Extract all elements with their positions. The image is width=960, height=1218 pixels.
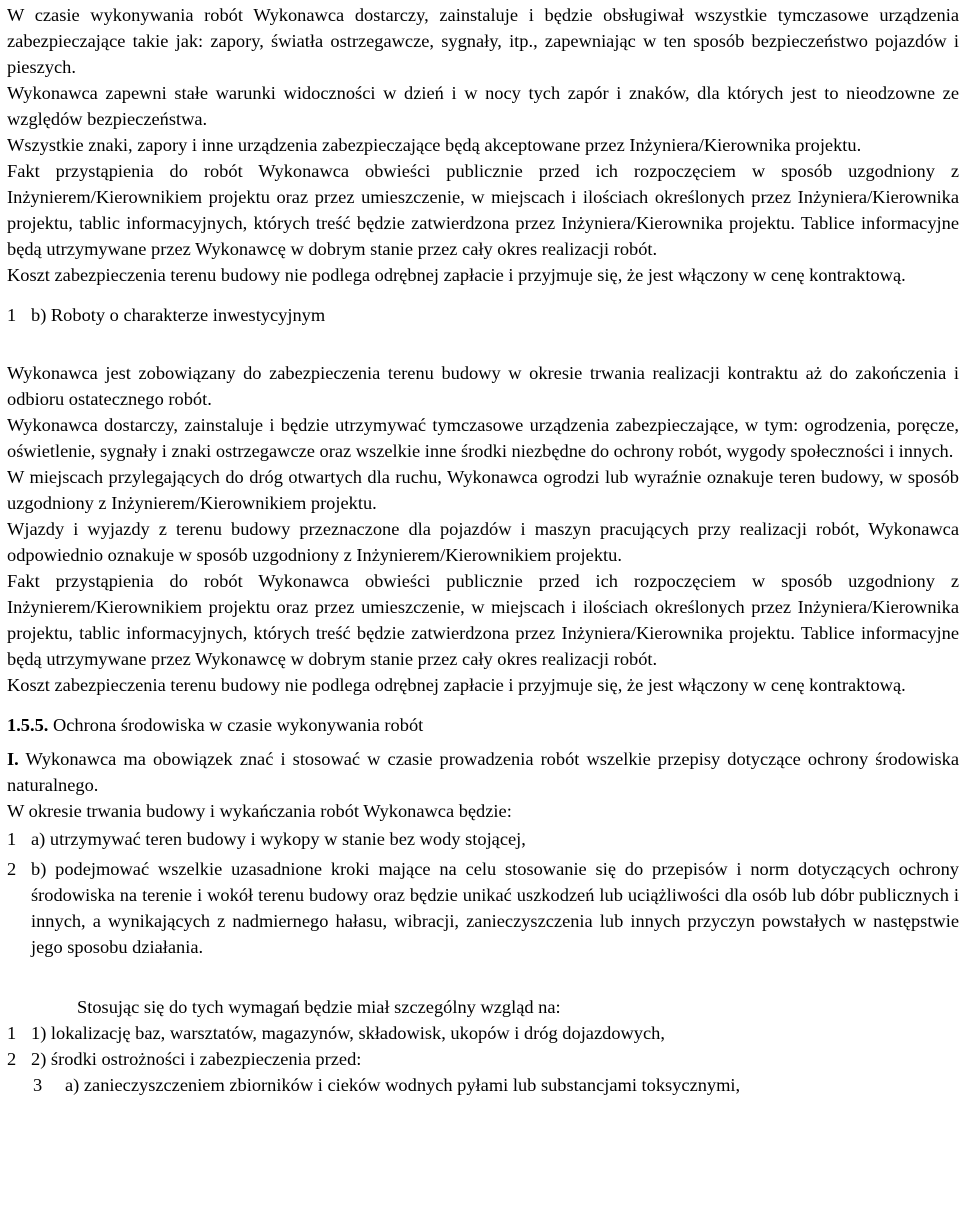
- list-label: Stosując się do tych wymagań będzie miał szczególny wzgląd na:: [77, 997, 561, 1017]
- list-number: 1: [7, 305, 17, 325]
- paragraph: W czasie wykonywania robót Wykonawca dostarczy, zainstaluje i będzie obsługiwał wszystkie tymczasowe urządzenia zabezpieczające takie jak: zapory, światła ostrzegawcze, sygnały, itp., zapewniając w ten sposób bezpieczeństwo pojazdów i pieszych.: [7, 5, 959, 77]
- paragraph: Koszt zabezpieczenia terenu budowy nie podlega odrębnej zapłacie i przyjmuje się, że jest włączony w cenę kontraktową.: [7, 265, 906, 285]
- section-heading: [7, 712, 959, 738]
- paragraph: Wjazdy i wyjazdy z terenu budowy przeznaczone dla pojazdów i maszyn pracujących przy realizacji robót, Wykonawca odpowiednio oznakuje w sposób uzgodniony z Inżynierem/Kierownikiem projektu.: [7, 519, 959, 565]
- paragraph: Fakt przystąpienia do robót Wykonawca obwieści publicznie przed ich rozpoczęciem w sposób uzgodniony z Inżynierem/Kierownikiem projektu oraz przez umieszczenie, w miejscach i ilościach określonych przez Inżyniera/Kierownika projektu, tablic informacyjnych, których treść będzie zatwierdzona przez Inżyniera/Kierownika projektu. Tablice informacyjne będą utrzymywane przez Wykonawcę w dobrym stanie przez cały okres realizacji robót.: [7, 571, 959, 669]
- paragraph: Wykonawca jest zobowiązany do zabezpieczenia terenu budowy w okresie trwania realizacji kontraktu aż do zakończenia i odbioru ostatecznego robót.: [7, 363, 959, 409]
- list-item-text: a) utrzymywać teren budowy i wykopy w stanie bez wody stojącej,: [31, 829, 526, 849]
- list-item-text: 1) lokalizację baz, warsztatów, magazynów, składowisk, ukopów i dróg dojazdowych,: [31, 1023, 665, 1043]
- paragraph: Wykonawca zapewni stałe warunki widoczności w dzień i w nocy tych zapór i znaków, dla których jest to nieodzowne ze względów bezpieczeństwa.: [7, 83, 959, 129]
- paragraph: Wszystkie znaki, zapory i inne urządzenia zabezpieczające będą akceptowane przez Inżyniera/Kierownika projektu.: [7, 135, 862, 155]
- list-number: 1: [7, 829, 17, 849]
- list-item: [7, 826, 959, 852]
- paragraph: Fakt przystąpienia do robót Wykonawca obwieści publicznie przed ich rozpoczęciem w sposób uzgodniony z Inżynierem/Kierownikiem projektu oraz przez umieszczenie, w miejscach i ilościach określonych przez Inżyniera/Kierownika projektu, tablic informacyjnych, których treść będzie zatwierdzona przez Inżyniera/Kierownika projektu. Tablice informacyjne będą utrzymywane przez Wykonawcę w dobrym stanie przez cały okres realizacji robót.: [7, 161, 959, 259]
- list-item-text: b) podejmować wszelkie uzasadnione kroki mające na celu stosowanie się do przepisów i norm dotyczących ochrony środowiska na terenie i wokół terenu budowy oraz będzie unikać uszkodzeń lub uciążliwości dla osób lub dóbr publicznych i innych, a wynikających z nadmiernego hałasu, wibracji, zanieczyszczenia lub innych przyczyn powstałych w następstwie jego sposobu działania.: [31, 859, 959, 957]
- list-item: [7, 1046, 959, 1072]
- list-item: [7, 1020, 959, 1046]
- paragraph: W miejscach przylegających do dróg otwartych dla ruchu, Wykonawca ogrodzi lub wyraźnie oznakuje teren budowy, w sposób uzgodniony z Inżynierem/Kierownikiem projektu.: [7, 467, 959, 513]
- section-intro-text: Wykonawca ma obowiązek znać i stosować w czasie prowadzenia robót wszelkie przepisy dotyczące ochrony środowiska naturalnego.: [7, 749, 959, 795]
- subsection-heading: [7, 302, 959, 328]
- list-number: 2: [7, 859, 17, 879]
- paragraph: Wykonawca dostarczy, zainstaluje i będzie utrzymywać tymczasowe urządzenia zabezpieczające, w tym: ogrodzenia, poręcze, oświetlenie, sygnały i znaki ostrzegawcze oraz wszelkie inne środki niezbędne do ochrony robót, wygody społeczności i innych.: [7, 415, 959, 461]
- list-label: W okresie trwania budowy i wykańczania robót Wykonawca będzie:: [7, 801, 512, 821]
- list-item-text: 2) środki ostrożności i zabezpieczenia przed:: [31, 1049, 362, 1069]
- section-title: Ochrona środowiska w czasie wykonywania robót: [48, 715, 424, 735]
- paragraph: Koszt zabezpieczenia terenu budowy nie podlega odrębnej zapłacie i przyjmuje się, że jest włączony w cenę kontraktową.: [7, 675, 906, 695]
- document-page: [7, 2, 959, 1098]
- list-number: 3: [33, 1075, 43, 1095]
- section-intro-marker: I.: [7, 749, 19, 769]
- list-number: 2: [7, 1049, 17, 1069]
- list-item: [7, 1072, 959, 1098]
- list-item: [7, 856, 959, 960]
- subsection-heading-text: b) Roboty o charakterze inwestycyjnym: [31, 305, 326, 325]
- list-item-text: a) zanieczyszczeniem zbiorników i cieków wodnych pyłami lub substancjami toksycznymi,: [65, 1075, 741, 1095]
- list-number: 1: [7, 1023, 17, 1043]
- section-intro: [7, 746, 959, 798]
- section-number: 1.5.5.: [7, 715, 49, 735]
